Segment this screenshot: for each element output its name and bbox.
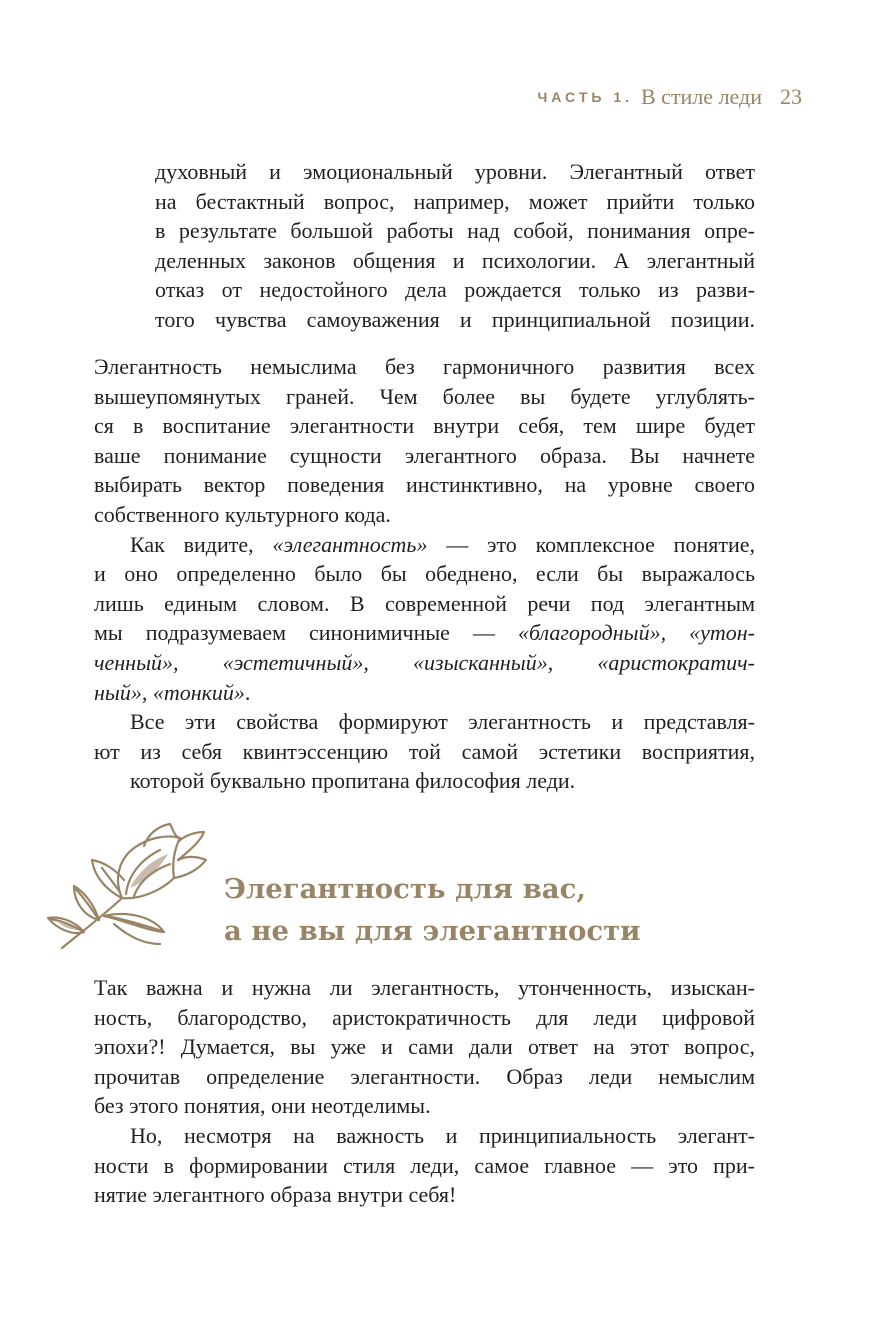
- text-line: ют из себя квинтэссенцию той самой эстетики восприятия,: [94, 738, 755, 764]
- paragraph: [94, 973, 755, 1121]
- paragraph: [94, 1121, 755, 1210]
- text-run: Как видите,: [130, 531, 273, 557]
- text-run: мы подразумеваем синонимичные —: [94, 620, 518, 646]
- text-line: и оно определенно было бы обеднено, если бы выражалось: [94, 561, 755, 587]
- text-line: того чувства самоуважения и принципиальной позиции.: [155, 306, 755, 332]
- italic-term: ный», «тонкий»: [94, 679, 245, 705]
- paragraph: [94, 352, 755, 530]
- flower-ornament-icon: [44, 820, 208, 950]
- text-line: Так важна и нужна ли элегантность, утонченность, изыскан-: [94, 975, 755, 1000]
- paragraph: [94, 530, 755, 708]
- text-line: прочитав определение элегантности. Образ леди немыслим: [94, 1063, 755, 1089]
- section-heading-line: а не вы для элегантности: [224, 915, 641, 947]
- text-line: в результате большой работы над собой, понимания опре-: [155, 218, 755, 244]
- text-line: эпохи?! Думается, вы уже и сами дали ответ на этот вопрос,: [94, 1034, 755, 1060]
- text-line: без этого понятия, они неотделимы.: [94, 1093, 431, 1119]
- text-line: духовный и эмоциональный уровни. Элегантный ответ: [155, 159, 755, 184]
- text-line: ваше понимание сущности элегантного образа. Вы начнете: [94, 442, 755, 468]
- page-number: 23: [780, 84, 802, 109]
- part-label: ЧАСТЬ 1.: [537, 89, 633, 105]
- italic-term: ченный», «эстетичный», «изысканный», «аристократич-: [94, 649, 755, 675]
- text-line: вышеупомянутых граней. Чем более вы будете углублять-: [94, 383, 755, 409]
- paragraph: [94, 707, 755, 796]
- text-line: [94, 618, 755, 648]
- text-line: собственного культурного кода.: [94, 501, 391, 527]
- text-line: нятие элегантного образа внутри себя!: [94, 1182, 457, 1208]
- italic-term: «элегантность»: [272, 531, 428, 557]
- body-section-1: [94, 352, 755, 796]
- chapter-title: В стиле леди: [641, 84, 762, 109]
- section-heading-line: Элегантность для вас,: [224, 873, 586, 905]
- text-line: которой буквально пропитана философия леди.: [130, 768, 576, 794]
- text-line: отказ от недостойного дела рождается только из разви-: [155, 277, 755, 303]
- text-line: [94, 530, 755, 560]
- text-line: ности в формировании стиля леди, самое главное — это при-: [94, 1152, 755, 1178]
- body-section-2: [94, 973, 755, 1210]
- text-line: Но, несмотря на важность и принципиальность элегант-: [130, 1122, 755, 1148]
- text-line: на бестактный вопрос, например, может прийти только: [155, 188, 755, 214]
- text-line: деленных законов общения и психологии. А элегантный: [155, 247, 755, 273]
- text-line: выбирать вектор поведения инстинктивно, на уровне своего: [94, 472, 755, 498]
- text-run: .: [244, 679, 251, 705]
- running-header: [537, 84, 802, 110]
- text-line: ность, благородство, аристократичность для леди цифровой: [94, 1004, 755, 1030]
- text-line: [94, 648, 755, 678]
- text-line: Все эти свойства формируют элегантность и представля-: [130, 709, 755, 735]
- text-line: Элегантность немыслима без гармоничного развития всех: [94, 354, 755, 379]
- text-line: [94, 678, 755, 708]
- text-run: — это комплексное понятие,: [427, 531, 755, 557]
- quote-paragraph: [155, 157, 755, 335]
- text-line: лишь единым словом. В современной речи под элегантным: [94, 590, 755, 616]
- italic-term: «благородный», «утон-: [517, 620, 755, 646]
- text-line: ся в воспитание элегантности внутри себя, тем шире будет: [94, 413, 755, 439]
- section-heading: [224, 868, 641, 952]
